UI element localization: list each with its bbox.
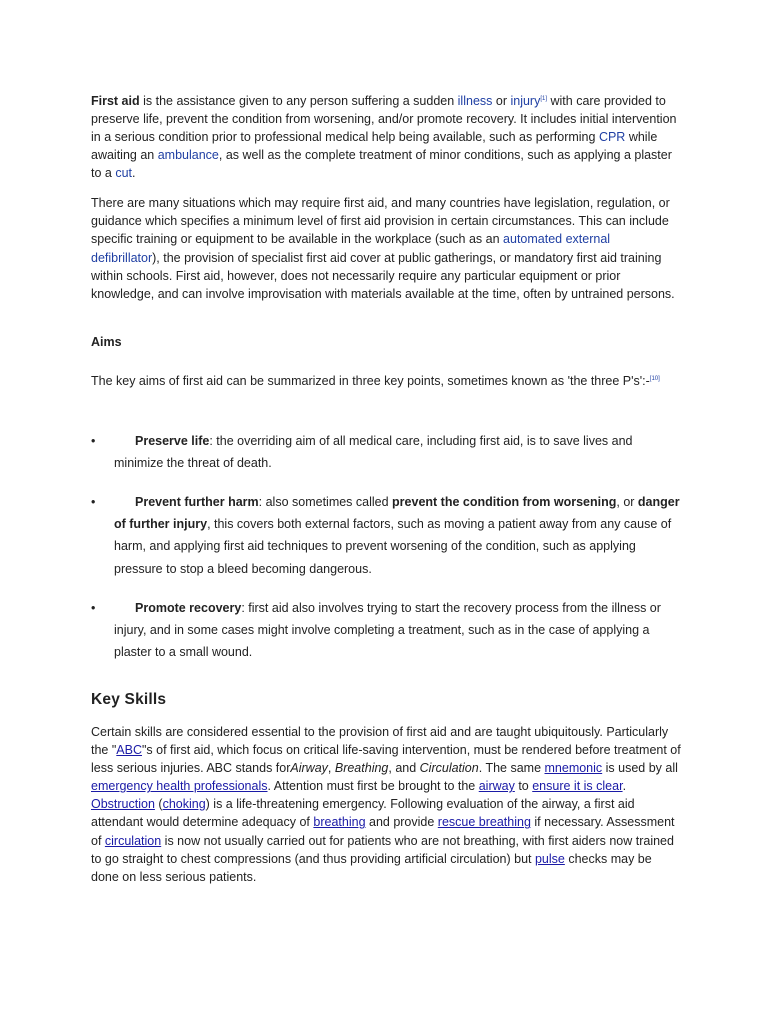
intro-paragraph (91, 92, 681, 182)
link-ensure-clear[interactable]: ensure it is clear (532, 779, 623, 794)
link-abc[interactable]: ABC (116, 743, 142, 758)
aim-text (114, 491, 684, 580)
link-rescue-breathing[interactable]: rescue breathing (437, 815, 531, 830)
skills-text: "s of first aid, which focus on critical life-saving intervention, must be rendered before treatment of less serious injuries. ABC stands for (91, 743, 681, 776)
skills-text: and provide (365, 815, 438, 830)
link-ambulance[interactable]: ambulance (157, 148, 219, 162)
skills-text: . (622, 779, 627, 794)
link-emergency-health-professionals[interactable]: emergency health professionals (91, 779, 268, 794)
bullet-icon: • (91, 495, 96, 509)
aim-text (114, 430, 684, 474)
aim-description: : first aid also involves trying to start the recovery process from the illness or injury, and in some cases might involve completing a treatment, such as in the case of applying a plaster to a small wound. (114, 601, 661, 660)
link-pulse[interactable]: pulse (534, 851, 565, 866)
link-breathing[interactable]: breathing (313, 815, 366, 830)
skills-text: is used by all (602, 761, 678, 776)
link-cut[interactable]: cut (115, 166, 133, 180)
skills-text: . Attention must first be brought to the (267, 779, 479, 794)
aim-bold-phrase: prevent the condition from worsening (392, 495, 617, 509)
situations-text: There are many situations which may require first aid, and many countries have legislation, regulation, or guidance which specifies a minimum level of first aid provision in certain circumstances. This can include specific training or equipment to be available in the workplace (such as an (91, 196, 670, 247)
skills-text: checks may be done on less serious patients. (91, 851, 652, 884)
situations-paragraph (91, 194, 681, 303)
term-first-aid: First aid (91, 94, 140, 108)
aim-description: : the overriding aim of all medical care, including first aid, is to save lives and minimize the threat of death. (114, 434, 633, 471)
link-obstruction[interactable]: Obstruction (91, 797, 155, 812)
link-circulation[interactable]: circulation (104, 833, 162, 848)
situations-text: ), the provision of specialist first aid cover at public gatherings, or mandatory first aid training within schools. First aid, however, does not necessarily require any particular equipment or prior knowledge, and can involve improvisation with materials available at the time, often by untrained persons. (91, 250, 675, 302)
bullet-icon: • (91, 434, 96, 448)
aim-text (114, 597, 684, 664)
skills-text: ) is a life-threatening emergency. Following evaluation of the airway, a first aid attendant would determine adequacy of (91, 797, 635, 830)
skills-text: ( (154, 797, 163, 812)
intro-text: or (492, 94, 511, 108)
link-choking[interactable]: choking (162, 797, 206, 812)
term-airway: Airway (290, 761, 328, 776)
link-injury[interactable]: injury (510, 94, 541, 108)
aim-title: Preserve life (135, 434, 210, 448)
aim-description: , this covers both external factors, such as moving a patient away from any cause of harm, and applying first aid techniques to prevent worsening of the condition, such as applying pressure to stop a bleed becoming dangerous. (114, 517, 672, 576)
aim-title: Promote recovery (135, 601, 242, 615)
skills-text: . The same (478, 761, 545, 776)
skills-text: , (327, 761, 335, 776)
skills-text: , and (388, 761, 420, 776)
intro-text: is the assistance given to any person suffering a sudden (139, 94, 458, 108)
aim-description: , or (616, 495, 638, 509)
term-breathing: Breathing (334, 761, 389, 776)
ref-link-10[interactable]: [10] (649, 375, 660, 382)
term-circulation: Circulation (419, 761, 479, 776)
skills-text: is now not usually carried out for patients who are not breathing, with first aiders now trained to go straight to chest compressions (and thus providing artificial circulation) but (91, 833, 674, 866)
skills-text: if necessary. Assessment of (91, 815, 675, 848)
link-cpr[interactable]: CPR (598, 130, 626, 144)
aim-bold-phrase: danger of further injury (114, 495, 680, 532)
intro-text: with care provided to preserve life, prevent the condition from worsening, and/or promote recovery. It includes initial intervention in a serious condition prior to professional medical help being available, such as performing (91, 94, 677, 144)
intro-text: , as well as the complete treatment of minor conditions, such as applying a plaster to a (91, 148, 672, 180)
key-skills-heading: Key Skills (91, 691, 167, 708)
intro-text: while awaiting an (91, 130, 658, 162)
aims-intro-text: The key aims of first aid can be summarized in three key points, sometimes known as 'the three P's':- (91, 374, 650, 388)
intro-text: . (132, 166, 136, 180)
ref-link-1[interactable]: [1] (540, 95, 548, 102)
aims-intro (91, 371, 671, 393)
aims-heading: Aims (91, 335, 122, 349)
link-airway[interactable]: airway (478, 779, 515, 794)
aim-title: Prevent further harm (135, 495, 259, 509)
link-illness[interactable]: illness (457, 94, 493, 108)
skills-text: Certain skills are considered essential to the provision of first aid and are taught ubiquitously. Particularly the " (91, 725, 669, 758)
bullet-icon: • (91, 601, 96, 615)
aim-description: : also sometimes called (258, 495, 393, 509)
link-mnemonic[interactable]: mnemonic (544, 761, 603, 776)
skills-text: to (514, 779, 533, 794)
key-skills-paragraph (91, 723, 681, 886)
link-aed[interactable]: automated external defibrillator (91, 232, 611, 265)
